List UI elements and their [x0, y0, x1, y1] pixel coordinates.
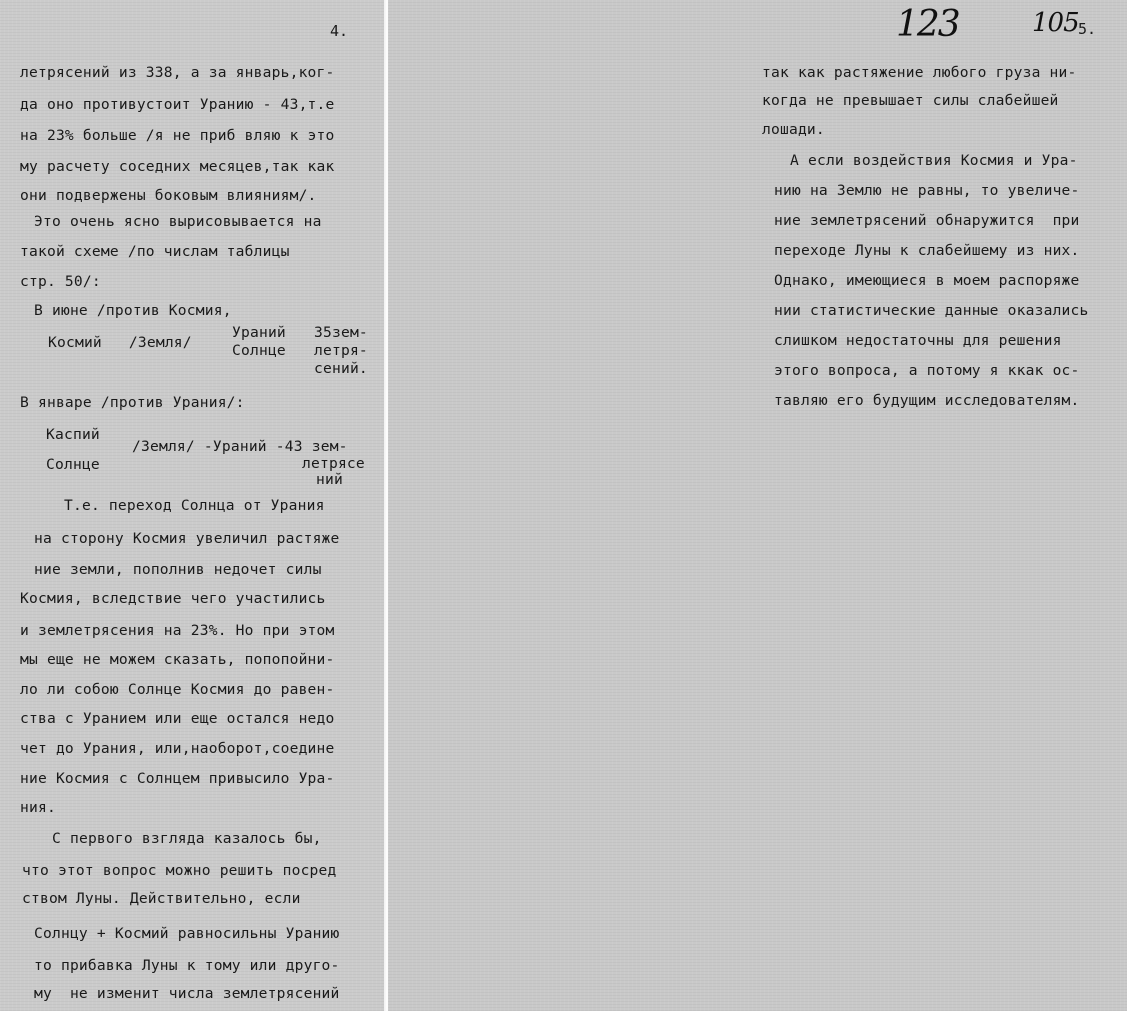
text-line: лошади. — [762, 121, 825, 138]
text-line: Т.е. переход Солнца от Урания — [64, 497, 325, 514]
text-line: Однако, имеющиеся в моем распоряже — [774, 272, 1080, 289]
text-line: Солнцу + Космий равносильны Уранию — [34, 925, 340, 942]
text-line: нии статистические данные оказались — [774, 302, 1089, 319]
text-line: такой схеме /по числам таблицы — [20, 243, 290, 260]
text-line: этого вопроса, а потому я ккак ос- — [774, 362, 1080, 379]
text-line: тавляю его будущим исследователям. — [774, 392, 1080, 409]
scheme-text: Ураний — [232, 324, 286, 341]
text-line: на 23% больше /я не приб вляю к это — [20, 127, 335, 144]
text-line: что этот вопрос можно решить посред — [22, 862, 337, 879]
scheme-text: Космий /Земля/ — [48, 334, 192, 351]
text-line: ло ли собою Солнце Космия до равен- — [20, 681, 335, 698]
text-line: нию на Землю не равны, то увеличе- — [774, 182, 1080, 199]
text-line: ние земли, пополнив недочет силы — [34, 561, 322, 578]
text-line: переходе Луны к слабейшему из них. — [774, 242, 1080, 259]
text-line: они подвержены боковым влияниям/. — [20, 187, 317, 204]
text-line: В январе /против Урания/: — [20, 394, 245, 411]
text-line: так как растяжение любого груза ни- — [762, 64, 1077, 81]
text-line: слишком недостаточны для решения — [774, 332, 1062, 349]
text-line: ние землетрясений обнаружится при — [774, 212, 1080, 229]
text-line: ством Луны. Действительно, если — [22, 890, 301, 907]
text-line: ния. — [20, 799, 56, 816]
left-page — [0, 0, 388, 1011]
scheme-text: летрясе — [302, 455, 365, 472]
text-line: ства с Уранием или еще остался недо — [20, 710, 335, 727]
scheme-text: ний — [316, 471, 343, 488]
right-page — [388, 0, 1127, 1011]
text-line: А если воздействия Космия и Ура- — [790, 152, 1078, 169]
page-number: 4. — [330, 22, 349, 40]
page-corner-mark: 5. — [1078, 20, 1097, 38]
handwritten-page-number: 105 — [1032, 8, 1079, 38]
handwritten-archive-number: 123 — [896, 4, 959, 45]
scheme-text: Каспий — [46, 426, 100, 443]
text-line: му не изменит числа землетрясений — [34, 985, 340, 1002]
scheme-text: /Земля/ -Ураний -43 зем- — [132, 438, 348, 455]
text-line: му расчету соседних месяцев,так как — [20, 158, 335, 175]
text-line: стр. 50/: — [20, 273, 101, 290]
text-line: Это очень ясно вырисовывается на — [34, 213, 322, 230]
text-line: и землетрясения на 23%. Но при этом — [20, 622, 335, 639]
text-line: В июне /против Космия, — [34, 302, 232, 319]
scheme-text: сений. — [314, 360, 368, 377]
text-line: ние Космия с Солнцем привысило Ура- — [20, 770, 335, 787]
text-line: да оно противустоит Уранию - 43,т.е — [20, 96, 335, 113]
text-line: С первого взгляда казалось бы, — [52, 830, 322, 847]
text-line: мы еще не можем сказать, попопойни- — [20, 651, 335, 668]
scheme-text: летря- — [314, 342, 368, 359]
text-line: Космия, вследствие чего участились — [20, 590, 326, 607]
scheme-text: Солнце — [46, 456, 100, 473]
text-line: летрясений из 338, а за январь,ког- — [20, 64, 335, 81]
scheme-text: Солнце — [232, 342, 286, 359]
scheme-text: 35зем- — [314, 324, 368, 341]
text-line: на сторону Космия увеличил растяже — [34, 530, 340, 547]
text-line: то прибавка Луны к тому или друго- — [34, 957, 340, 974]
text-line: когда не превышает силы слабейшей — [762, 92, 1059, 109]
text-line: чет до Урания, или,наоборот,соедине — [20, 740, 335, 757]
